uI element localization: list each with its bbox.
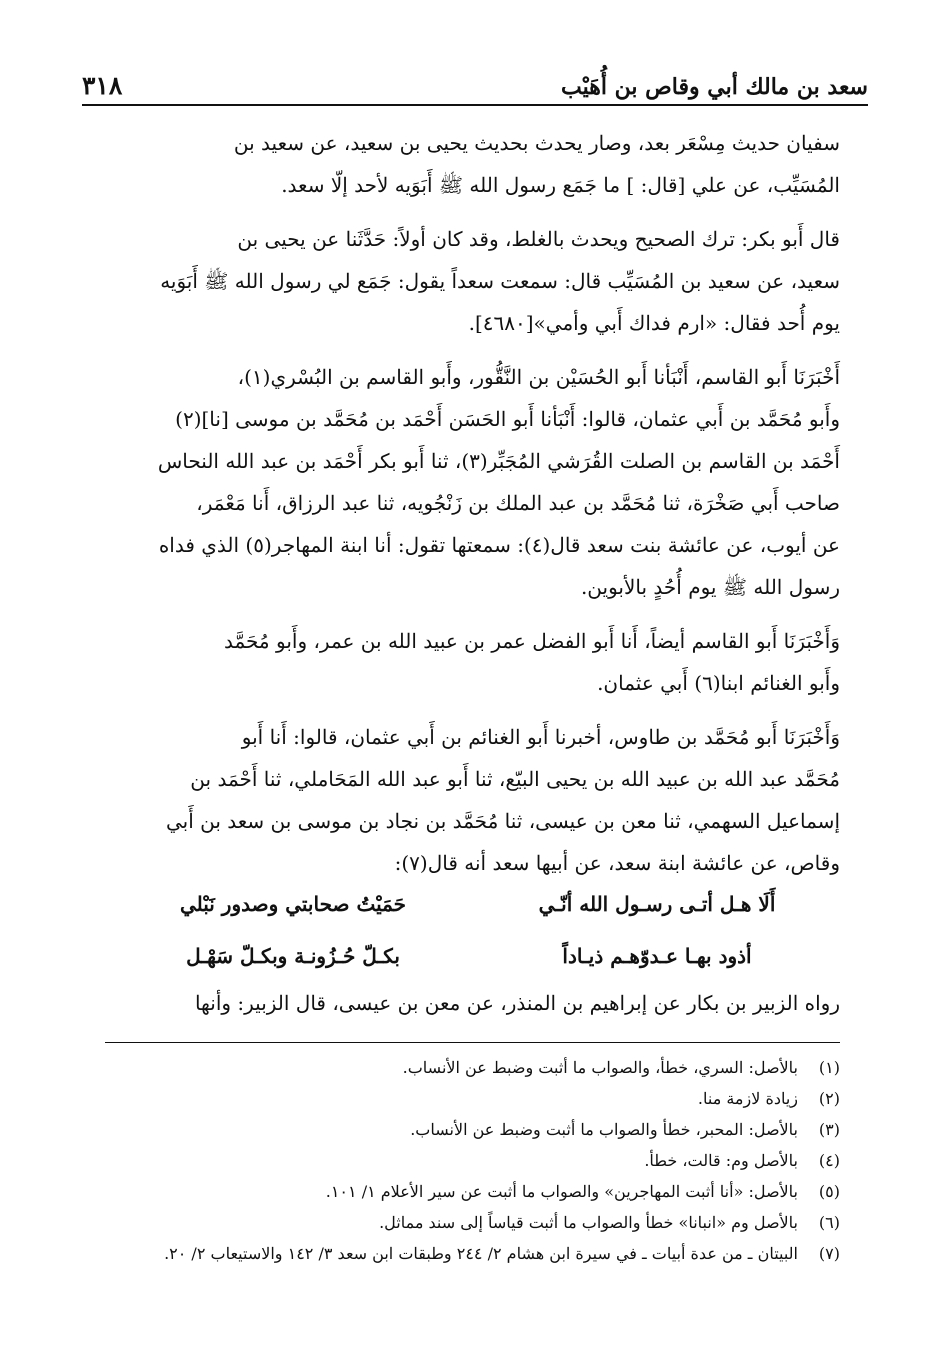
footnote-rule	[105, 1042, 840, 1043]
footnote	[90, 1145, 840, 1176]
text-line: يوم أُحد فقال: «ارم فداك أَبي وأمي»[٤٦٨٠].	[468, 311, 840, 335]
text-line: سفيان حديث مِسْعَر بعد، وصار يحدث بحديث يحيى بن سعيد، عن سعيد بن	[233, 131, 840, 155]
paragraph: رواه الزبير بن بكار عن إبراهيم بن المنذر، عن معن بن عيسى، قال الزبير: وأنها	[194, 991, 840, 1015]
footnote-number: (١)	[818, 1058, 840, 1077]
text-line: سعيد، عن سعيد بن المُسَيِّب قال: سمعت سعداً يقول: جَمَع لي رسول الله ﷺ أَبَوَيه	[160, 269, 840, 293]
footnote	[90, 1176, 840, 1207]
text-line: صاحب أَبي صَخْرَة، ثنا مُحَمَّد بن عبد الملك بن زَنْجُويه، ثنا عبد الرزاق، أَنا مَعْمَر،	[196, 491, 840, 515]
paragraph	[80, 356, 840, 608]
running-title: سعد بن مالك أبي وقاص بن أُهَيْب	[561, 74, 868, 100]
footnote-text: بالأصل وم: قالت، خطأ.	[644, 1151, 798, 1170]
footnote-text: زيادة لازمة منا.	[697, 1089, 798, 1108]
footnote-number: (٧)	[818, 1244, 840, 1263]
main-text	[80, 122, 840, 896]
footnote-number: (٣)	[818, 1120, 840, 1139]
text-line: إسماعيل السهمي، ثنا معن بن عيسى، ثنا مُحَمَّد بن نجاد بن موسى بن سعد بن أَبي	[165, 809, 840, 833]
text-line: وَأَخْبَرَنَا أَبو القاسم أيضاً، أَنا أَبو الفضل عمر بن عبيد الله بن عمر، وأَبو مُحَمَّد	[223, 629, 840, 653]
footnote	[90, 1083, 840, 1114]
footnote	[90, 1207, 840, 1238]
text-line: أَخْبَرَنَا أَبو القاسم، أَنْبَأنا أَبو الحُسَيْن بن النَّقُّور، وأَبو القاسم بن البُسْري(١)،	[237, 365, 840, 389]
text-line: المُسَيِّب، عن علي [قال: ] ما جَمَع رسول الله ﷺ أَبَوَيه لأحد إلّا سعد.	[281, 173, 840, 197]
footnote-number: (٤)	[818, 1151, 840, 1170]
poem-verse	[150, 930, 800, 982]
footnote	[90, 1114, 840, 1145]
footnote-number: (٢)	[818, 1089, 840, 1108]
paragraph	[80, 716, 840, 884]
footnote-text: بالأصل: «أنا أثبت المهاجرين» والصواب ما أثبت عن سير الأعلام ١/ ١٠١.	[325, 1182, 798, 1201]
poem-hemistich: أذود بهـا عـدوّهـم ذيـاداً	[562, 944, 752, 968]
text-line: وقاص، عن عائشة ابنة سعد، عن أبيها سعد أنه قال(٧):	[394, 851, 840, 875]
poem-verse	[150, 878, 800, 930]
text-line: أَحْمَد بن القاسم بن الصلت القُرَشي المُجَبِّر(٣)، ثنا أَبو بكر أَحْمَد بن عبد الله النحاس	[157, 449, 840, 473]
text-line: وأَبو مُحَمَّد بن أَبي عثمان، قالوا: أَنْبَأنا أَبو الحَسَن أَحْمَد بن مُحَمَّد بن موسى [نا](٢)	[175, 407, 840, 431]
paragraph	[80, 620, 840, 704]
footnote-text: بالأصل: السري، خطأ، والصواب ما أثبت وضبط عن الأنساب.	[402, 1058, 798, 1077]
poem	[150, 878, 800, 982]
page-number: ٣١٨	[82, 71, 123, 100]
poem-hemistich: حَمَيْتُ صحابتي وصدور نَبْلي	[179, 892, 407, 916]
footnote	[90, 1052, 840, 1083]
header-rule	[82, 104, 868, 106]
text-line: قال أَبو بكر: ترك الصحيح ويحدث بالغلط، وقد كان أولاً: حَدَّثَنا عن يحيى بن	[237, 227, 840, 251]
paragraph	[80, 122, 840, 206]
running-header	[82, 60, 868, 100]
poem-hemistich: أَلَا هـل أتـى رسـول الله أنّـي	[538, 892, 776, 916]
footnote-text: البيتان ـ من عدة أبيات ـ في سيرة ابن هشام ٢/ ٢٤٤ وطبقات ابن سعد ٣/ ١٤٢ والاستيعاب ٢/ ٢٠.	[164, 1244, 798, 1263]
text-line: وَأَخْبَرَنَا أَبو مُحَمَّد بن طاوس، أخبرنا أَبو الغنائم بن أَبي عثمان، قالوا: أَنا أَبو	[241, 725, 840, 749]
footnote	[90, 1238, 840, 1269]
text-line: مُحَمَّد عبد الله بن عبيد الله بن يحيى البيّع، ثنا أَبو عبد الله المَحَاملي، ثنا أَحْمَد بن	[190, 767, 840, 791]
footnotes	[90, 1052, 840, 1269]
paragraph	[80, 218, 840, 344]
text-line: وأَبو الغنائم ابنا(٦) أَبي عثمان.	[597, 671, 840, 695]
text-line: رسول الله ﷺ يوم أُحُدٍ بالأبوين.	[580, 575, 840, 599]
footnote-text: بالأصل وم «انبانا» خطأ والصواب ما أثبت قياساً إلى سند مماثل.	[379, 1213, 798, 1232]
poem-hemistich: بكـلّ حُـزُونـة وبكـلّ سَهْـل	[186, 944, 400, 968]
footnote-number: (٥)	[818, 1182, 840, 1201]
footnote-number: (٦)	[818, 1213, 840, 1232]
text-line: عن أيوب، عن عائشة بنت سعد قال(٤): سمعتها تقول: أنا ابنة المهاجر(٥) الذي فداه	[158, 533, 840, 557]
footnote-text: بالأصل: المحبر، خطأ والصواب ما أثبت وضبط عن الأنساب.	[410, 1120, 798, 1139]
